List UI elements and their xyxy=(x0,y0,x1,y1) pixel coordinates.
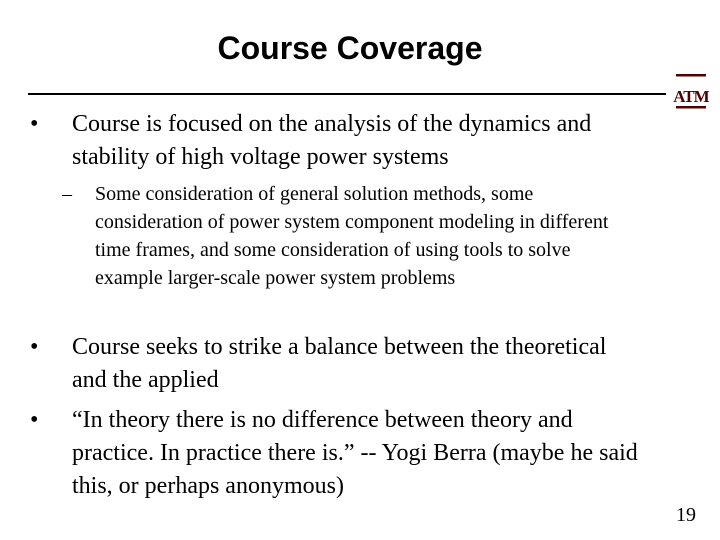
bullet-marker: • xyxy=(30,111,39,137)
bullet-marker: • xyxy=(30,334,39,360)
slide-title: Course Coverage xyxy=(217,30,483,66)
title-divider xyxy=(28,93,666,95)
texas-am-logo-icon xyxy=(672,74,710,110)
sub-bullet-marker: – xyxy=(62,183,72,205)
bullet-text: “In theory there is no difference between theory and practice. In practice there is.” -- Yogi Berra (maybe he said this, or perhaps anonymous) xyxy=(72,407,638,499)
bullet-marker: • xyxy=(30,407,39,433)
bullet-text: Course seeks to strike a balance between the theoretical and the applied xyxy=(72,334,607,393)
bullet-text: Course is focused on the analysis of the dynamics and stability of high voltage power systems xyxy=(72,111,592,170)
sub-bullet-text: Some consideration of general solution methods, some consideration of power system component modeling in different time frames, and some consideration of using tools to solve example larger-scale power system problems xyxy=(95,183,609,289)
logo-lettering: ATM xyxy=(673,87,709,106)
page-number: 19 xyxy=(676,504,696,526)
